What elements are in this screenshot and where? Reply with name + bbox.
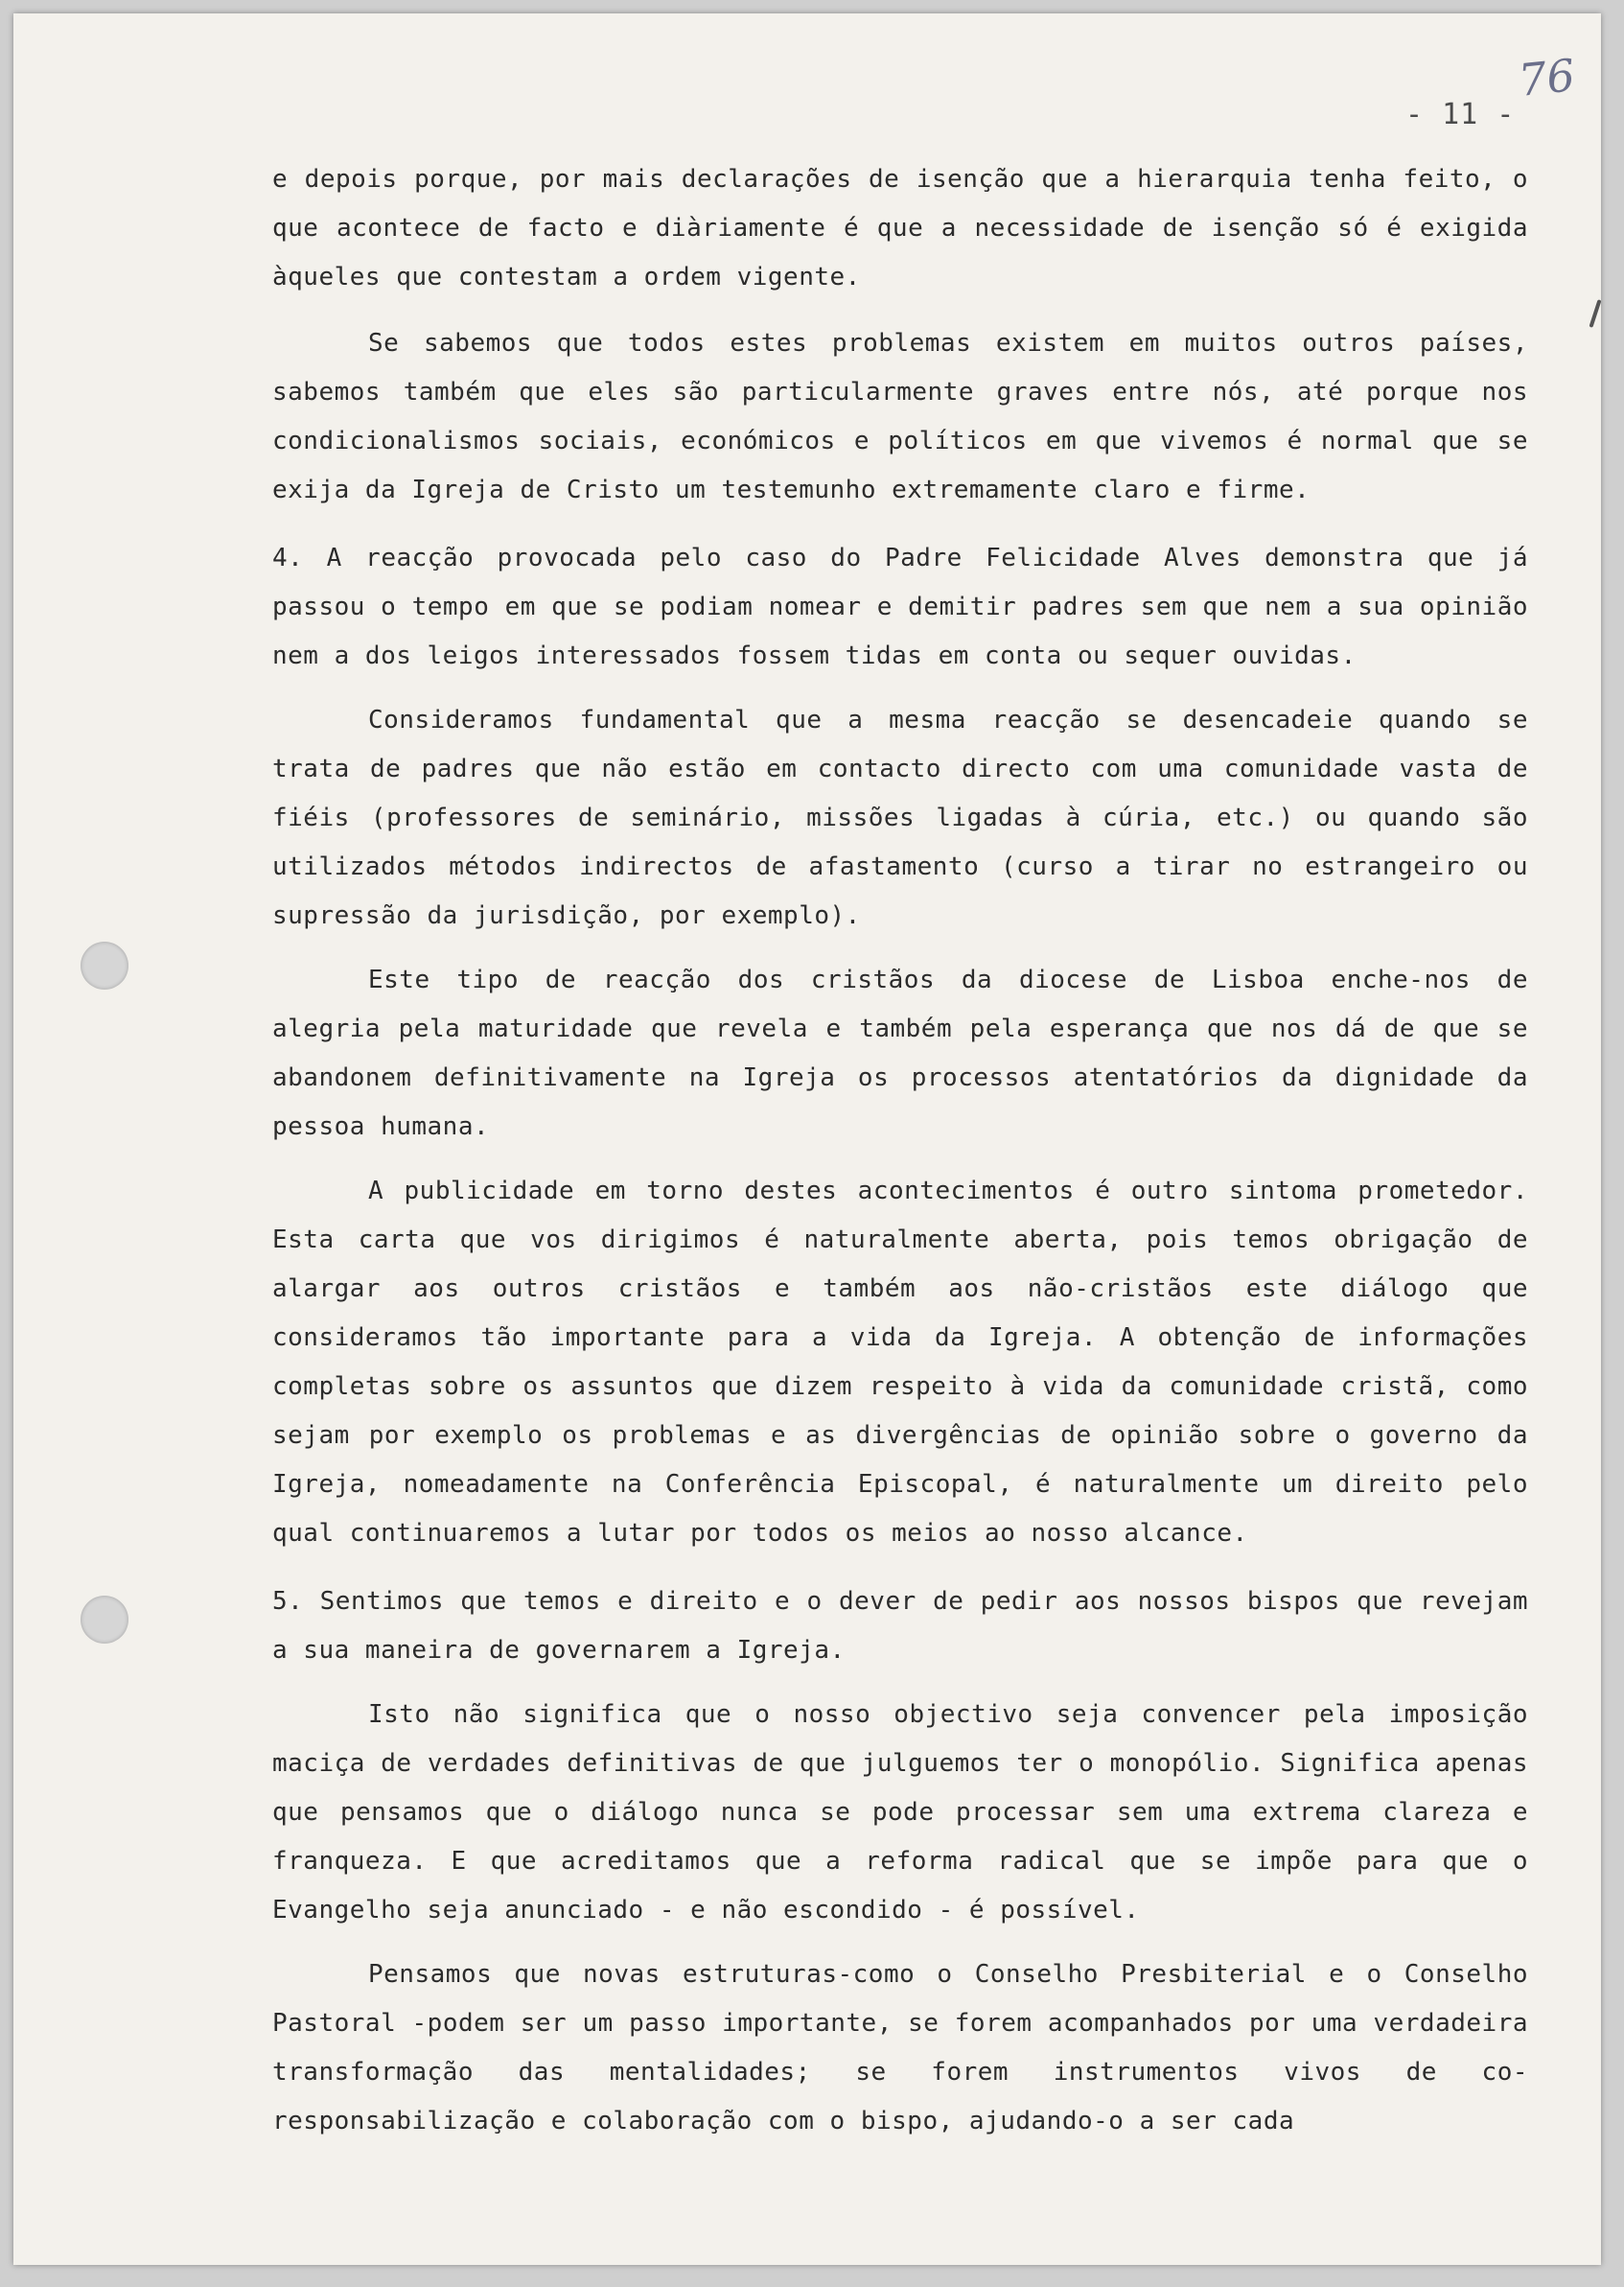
paragraph: Consideramos fundamental que a mesma reacção se desencadeie quando se trata de padres que não estão em contacto directo com uma comunidade vasta de fiéis (professores de seminário, missões ligadas à cúria, etc.) ou quando são utilizados métodos indirectos de afastamento (curso a tirar no estrangeiro ou supressão da jurisdição, por exemplo). <box>272 706 1528 930</box>
handwritten-folio-number: 76 <box>1516 49 1578 106</box>
page-number: - 11 - <box>1405 98 1516 131</box>
paragraph: Isto não significa que o nosso objectivo seja convencer pela imposição maciça de verdades definitivas de que julguemos ter o monopólio. Significa apenas que pensamos que o diálogo nunca se pode processar sem uma extrema clareza e franqueza. E que acreditamos que a reforma radical que se impõe para que o Evangelho seja anunciado - e não escondido - é possível. <box>272 1700 1528 1925</box>
paragraph: Se sabemos que todos estes problemas existem em muitos outros países, sabemos também que eles são particularmente graves entre nós, até porque nos condicionalismos sociais, económicos e políticos em que vivemos é normal que se exija da Igreja de Cristo um testemunho extremamente claro e firme. <box>272 329 1528 504</box>
margin-mark <box>1589 299 1601 328</box>
punch-hole <box>81 1596 128 1644</box>
punch-hole <box>81 942 128 990</box>
paragraph: A publicidade em torno destes acontecimentos é outro sintoma prometedor. Esta carta que vos dirigimos é naturalmente aberta, pois temos obrigação de alargar aos outros cristãos e também aos não-cristãos este diálogo que consideramos tão importante para a vida da Igreja. A obtenção de informações completas sobre os assuntos que dizem respeito à vida da comunidade cristã, como sejam por exemplo os problemas e as divergências de opinião sobre o governo da Igreja, nomeadamente na Conferência Episcopal, é naturalmente um direito pelo qual continuaremos a lutar por todos os meios ao nosso alcance. <box>272 1177 1528 1548</box>
document-body <box>272 155 1528 2161</box>
document-page <box>13 13 1601 2265</box>
paragraph: Pensamos que novas estruturas-como o Conselho Presbiterial e o Conselho Pastoral -podem ser um passo importante, se forem acompanhados por uma verdadeira transformação das mentalidades; se forem instrumentos vivos de co-responsabilização e colaboração com o bispo, ajudando-o a ser cada <box>272 1960 1528 2135</box>
numbered-paragraph: 5. Sentimos que temos e direito e o dever de pedir aos nossos bispos que revejam a sua maneira de governarem a Igreja. <box>272 1587 1528 1665</box>
numbered-paragraph: 4. A reacção provocada pelo caso do Padre Felicidade Alves demonstra que já passou o tempo em que se podiam nomear e demitir padres sem que nem a sua opinião nem a dos leigos interessados fossem tidas em conta ou sequer ouvidas. <box>272 544 1528 670</box>
bleed-through-text <box>234 69 1288 107</box>
paragraph: e depois porque, por mais declarações de isenção que a hierarquia tenha feito, o que acontece de facto e diàriamente é que a necessidade de isenção só é exigida àqueles que contestam a ordem vigente. <box>272 165 1528 292</box>
paragraph: Este tipo de reacção dos cristãos da diocese de Lisboa enche-nos de alegria pela maturidade que revela e também pela esperança que nos dá de que se abandonem definitivamente na Igreja os processos atentatórios da dignidade da pessoa humana. <box>272 966 1528 1141</box>
